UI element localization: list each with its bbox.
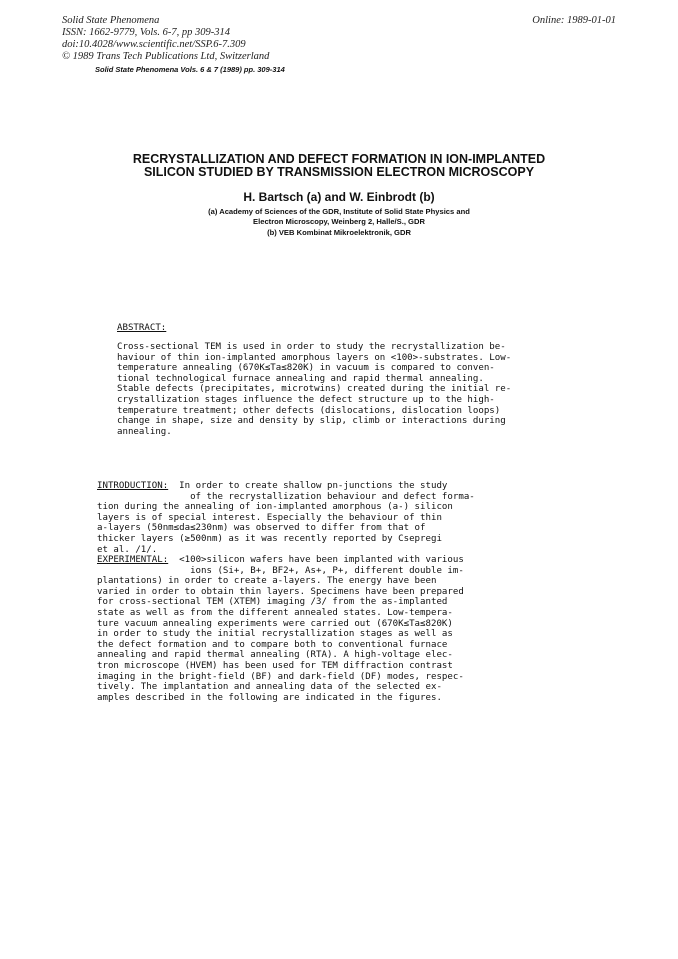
experimental-line: varied in order to obtain thin layers. Specimens have been prepared xyxy=(97,586,464,597)
abstract-line: Stable defects (precipitates, microtwins) created during the initial re- xyxy=(117,384,512,395)
header-block xyxy=(62,15,269,63)
experimental-first-line: <100>silicon wafers have been implanted with various xyxy=(179,555,464,565)
experimental-line: imaging in the bright-field (BF) and dark-field (DF) modes, respec- xyxy=(97,671,464,682)
introduction-first-line: In order to create shallow pn-junctions the study xyxy=(179,481,448,491)
abstract-line: crystallization stages influence the defect structure up to the high- xyxy=(117,394,495,405)
introduction-line: et al. /1/. xyxy=(97,544,158,555)
abstract-body xyxy=(117,342,511,437)
abstract-line: annealing. xyxy=(117,426,172,437)
introduction-line: thicker layers (≥500nm) as it was recently reported by Csepregi xyxy=(97,533,442,544)
experimental-line: ture vacuum annealing experiments were carried out (670K≤Ta≤820K) xyxy=(97,618,453,629)
affiliation-a-line-1: (a) Academy of Sciences of the GDR, Institute of Solid State Physics and xyxy=(208,207,470,216)
introduction-line: a-layers (50nm≤da≤230nm) was observed to differ from that of xyxy=(97,523,426,534)
abstract-heading: ABSTRACT: xyxy=(117,323,167,333)
introduction-section xyxy=(97,481,475,555)
abstract-line: temperature treatment; other defects (dislocations, dislocation loops) xyxy=(117,405,501,416)
paper-authors: H. Bartsch (a) and W. Einbrodt (b) xyxy=(243,190,435,204)
header-copyright: © 1989 Trans Tech Publications Ltd, Switzerland xyxy=(62,51,270,62)
experimental-line: tively. The implantation and annealing data of the selected ex- xyxy=(97,682,442,693)
introduction-line: of the recrystallization behaviour and defect forma- xyxy=(97,491,475,502)
experimental-line: state as well as from the different annealed states. Low-tempera- xyxy=(97,607,453,618)
header-journal: Solid State Phenomena xyxy=(62,15,160,26)
paper-title-line-2: SILICON STUDIED BY TRANSMISSION ELECTRON MICROSCOPY xyxy=(143,165,535,179)
header-doi: doi:10.4028/www.scientific.net/SSP.6-7.309 xyxy=(62,39,246,50)
introduction-heading: INTRODUCTION: xyxy=(97,481,169,491)
abstract-line: tional technological furnace annealing and rapid thermal annealing. xyxy=(117,373,484,384)
printed-journal-reference: Solid State Phenomena Vols. 6 & 7 (1989) pp. 309-314 xyxy=(95,65,285,74)
experimental-line: in order to study the initial recrystallization stages as well as xyxy=(97,629,453,640)
experimental-line: tron microscope (HVEM) has been used for TEM diffraction contrast xyxy=(97,660,453,671)
experimental-line: plantations) in order to create a-layers. The energy have been xyxy=(97,576,437,587)
introduction-line: tion during the annealing of ion-implanted amorphous (a-) silicon xyxy=(97,502,453,513)
header-online-date: Online: 1989-01-01 xyxy=(532,15,616,26)
abstract-line: haviour of thin ion-implanted amorphous layers on <100>-substrates. Low- xyxy=(117,352,512,363)
introduction-line: layers is of special interest. Especially the behaviour of thin xyxy=(97,512,442,523)
experimental-line: the defect formation and to compare both to conventional furnace xyxy=(97,639,448,650)
abstract-line: temperature annealing (670K≤Ta≤820K) in vacuum is compared to conven- xyxy=(117,363,495,374)
experimental-line: ions (Si+, B+, BF2+, As+, P+, different double im- xyxy=(97,565,464,576)
experimental-heading: EXPERIMENTAL: xyxy=(97,555,169,565)
paper-title-line-1: RECRYSTALLIZATION AND DEFECT FORMATION IN ION-IMPLANTED xyxy=(132,152,546,166)
abstract-line: Cross-sectional TEM is used in order to study the recrystallization be- xyxy=(117,342,506,352)
abstract-line: change in shape, size and density by slip, climb or interactions during xyxy=(117,416,506,427)
affiliation-a-line-2: Electron Microscopy, Weinberg 2, Halle/S., GDR xyxy=(253,217,425,226)
experimental-line: annealing and rapid thermal annealing (RTA). A high-voltage elec- xyxy=(97,650,453,661)
experimental-line: amples described in the following are indicated in the figures. xyxy=(97,692,442,703)
affiliation-b: (b) VEB Kombinat Mikroelektronik, GDR xyxy=(267,228,411,237)
experimental-line: for cross-sectional TEM (XTEM) imaging /3/ from the as-implanted xyxy=(97,597,448,608)
experimental-section xyxy=(97,555,464,703)
header-issn: ISSN: 1662-9779, Vols. 6-7, pp 309-314 xyxy=(62,27,230,38)
